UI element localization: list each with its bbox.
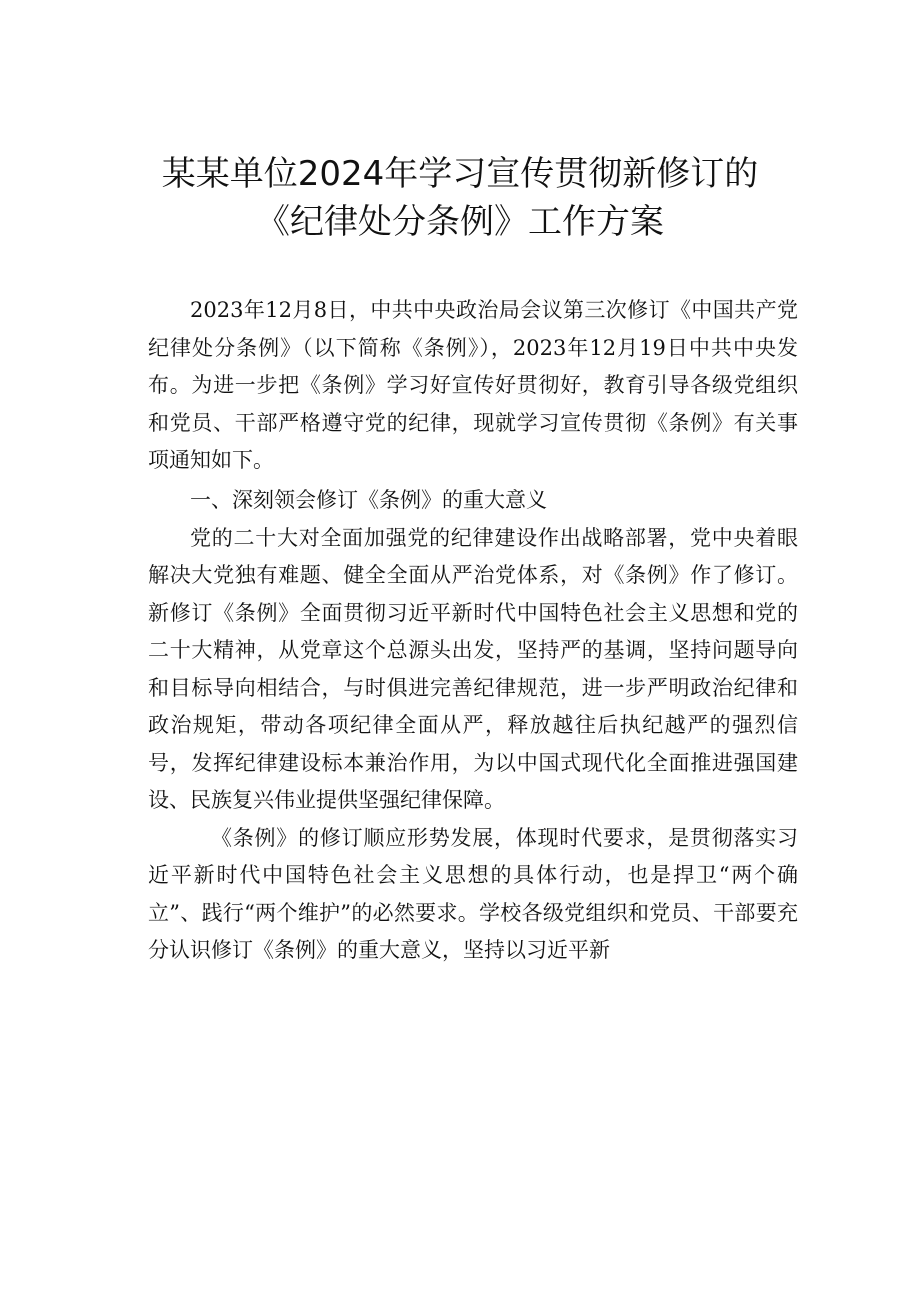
section-1-heading: 一、深刻领会修订《条例》的重大意义	[190, 487, 547, 512]
title-line-1: 某某单位2024年学习宣传贯彻新修订的	[161, 154, 759, 194]
document-title	[0, 150, 920, 246]
document-body	[148, 292, 798, 970]
title-line-2: 《纪律处分条例》工作方案	[256, 202, 664, 242]
section-1-paragraph-1: 党的二十大对全面加强党的纪律建设作出战略部署，党中央着眼解决大党独有难题、健全全面从严治党体系，对《条例》作了修订。新修订《条例》全面贯彻习近平新时代中国特色社会主义思想和党的二十大精神，从党章这个总源头出发，坚持严的基调，坚持问题导向和目标导向相结合，与时俱进完善纪律规范，进一步严明政治纪律和政治规矩，带动各项纪律全面从严，释放越往后执纪越严的强烈信号，发挥纪律建设标本兼治作用，为以中国式现代化全面推进强国建设、民族复兴伟业提供坚强纪律保障。	[148, 525, 798, 812]
intro-paragraph: 2023年12月8日，中共中央政治局会议第三次修订《中国共产党纪律处分条例》（以下简称《条例》），2023年12月19日中共中央发布。为进一步把《条例》学习好宣传好贯彻好，教育引导各级党组织和党员、干部严格遵守党的纪律，现就学习宣传贯彻《条例》有关事项通知如下。	[148, 298, 798, 472]
section-1-paragraph-2: 《条例》的修订顺应形势发展，体现时代要求，是贯彻落实习近平新时代中国特色社会主义思想的具体行动，也是捍卫“两个确立”、践行“两个维护”的必然要求。学校各级党组织和党员、干部要充分认识修订《条例》的重大意义，坚持以习近平新	[148, 825, 798, 962]
